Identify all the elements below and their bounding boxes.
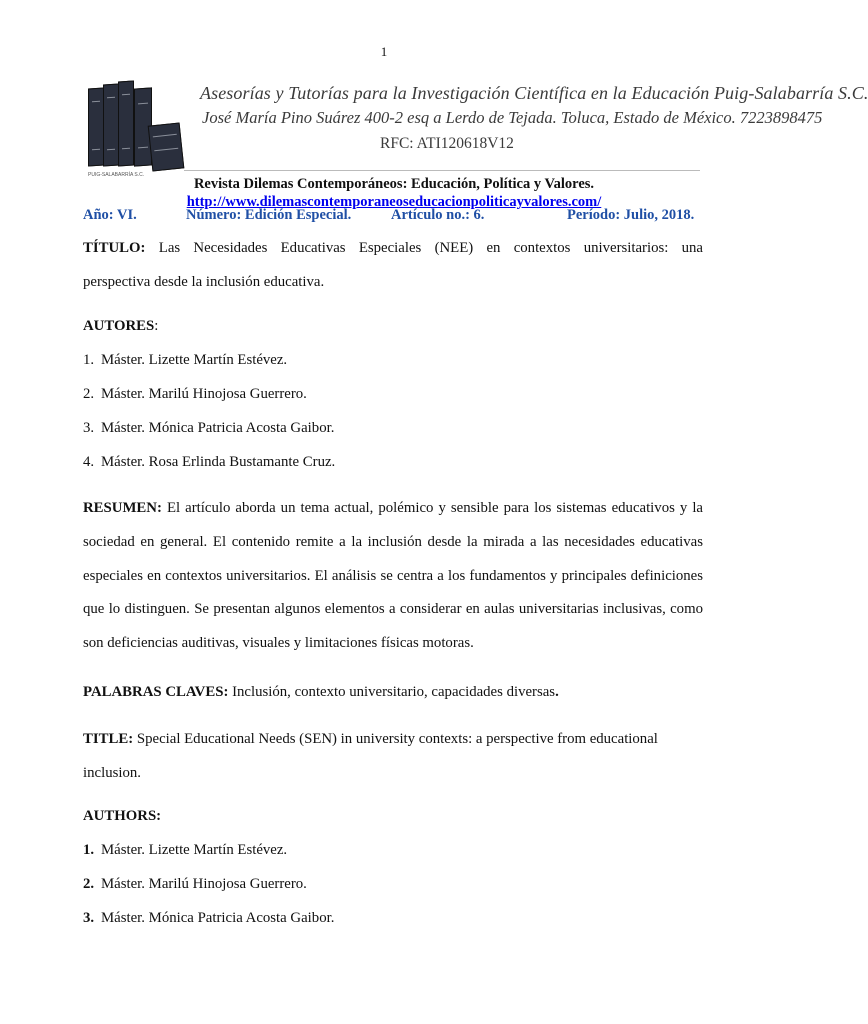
autores-heading: AUTORES: xyxy=(83,318,159,334)
issue-period: Período: Julio, 2018. xyxy=(567,207,695,223)
books-logo xyxy=(84,78,184,178)
author-2: 2. Máster. Marilú Hinojosa Guerrero. xyxy=(83,876,307,892)
palabras-claves: PALABRAS CLAVES: Inclusión, contexto universitario, capacidades diversas. xyxy=(83,684,559,700)
issue-year: Año: VI. xyxy=(83,207,137,223)
resumen-text: El artículo aborda un tema actual, polémico y sensible para los sistemas educativos y la sociedad en general. El contenido remite a la inclusión desde la mirada a las necesidades educativas especiales en contextos universitarios. El análisis se centra a los fundamentos y principales definiciones que lo distinguen. Se presentan algunos elementos a considerar en aulas universitarias inclusivas, como son deficiencias auditivas, visuales y limitaciones físicas motoras. xyxy=(83,500,703,652)
title-en-line1: Special Educational Needs (SEN) in university contexts: a perspective from educational xyxy=(136,731,658,747)
issue-number: Número: Edición Especial. xyxy=(186,207,352,223)
letterhead xyxy=(84,78,868,178)
resumen-label: RESUMEN: xyxy=(83,500,162,516)
authors-heading: AUTHORS: xyxy=(83,808,162,824)
autor-4: 4. Máster. Rosa Erlinda Bustamante Cruz. xyxy=(83,454,336,470)
autor-1: 1. Máster. Lizette Martín Estévez. xyxy=(83,352,288,368)
journal-name: Revista Dilemas Contemporáneos: Educación, Política y Valores. xyxy=(193,176,595,192)
letterhead-company: Asesorías y Tutorías para la Investigación Científica en la Educación Puig-Salabarría S.C. xyxy=(200,83,868,103)
title-en-label: TITLE: xyxy=(83,731,134,747)
title-en-line2: inclusion. xyxy=(83,764,141,781)
issue-article: Artículo no.: 6. xyxy=(391,207,485,223)
titulo-line2: perspectiva desde la inclusión educativa. xyxy=(83,273,325,290)
title-en-section xyxy=(83,723,703,791)
titulo-line1: Las Necesidades Educativas Especiales (NEE) en contextos universitarios: una xyxy=(158,240,703,256)
journal-url-link[interactable]: http://www.dilemascontemporaneoseducacionpoliticayvalores.com/ xyxy=(186,194,602,210)
titulo-label: TÍTULO: xyxy=(83,240,146,256)
author-3: 3. Máster. Mónica Patricia Acosta Gaibor. xyxy=(83,910,335,926)
logo-caption: PUIG-SALABARRÍA S.C. xyxy=(88,172,145,178)
autor-3: 3. Máster. Mónica Patricia Acosta Gaibor. xyxy=(83,420,335,436)
titulo-section xyxy=(83,232,703,300)
resumen-section xyxy=(83,492,703,661)
letterhead-address: José María Pino Suárez 400-2 esq a Lerdo de Tejada. Toluca, Estado de México. 7223898475 xyxy=(202,108,823,127)
letterhead-rule xyxy=(184,170,700,171)
journal-block xyxy=(84,176,704,211)
author-1: 1. Máster. Lizette Martín Estévez. xyxy=(83,842,288,858)
page-number: 1 xyxy=(380,44,388,59)
autor-2: 2. Máster. Marilú Hinojosa Guerrero. xyxy=(83,386,307,402)
letterhead-rfc: RFC: ATI120618V12 xyxy=(380,135,514,152)
